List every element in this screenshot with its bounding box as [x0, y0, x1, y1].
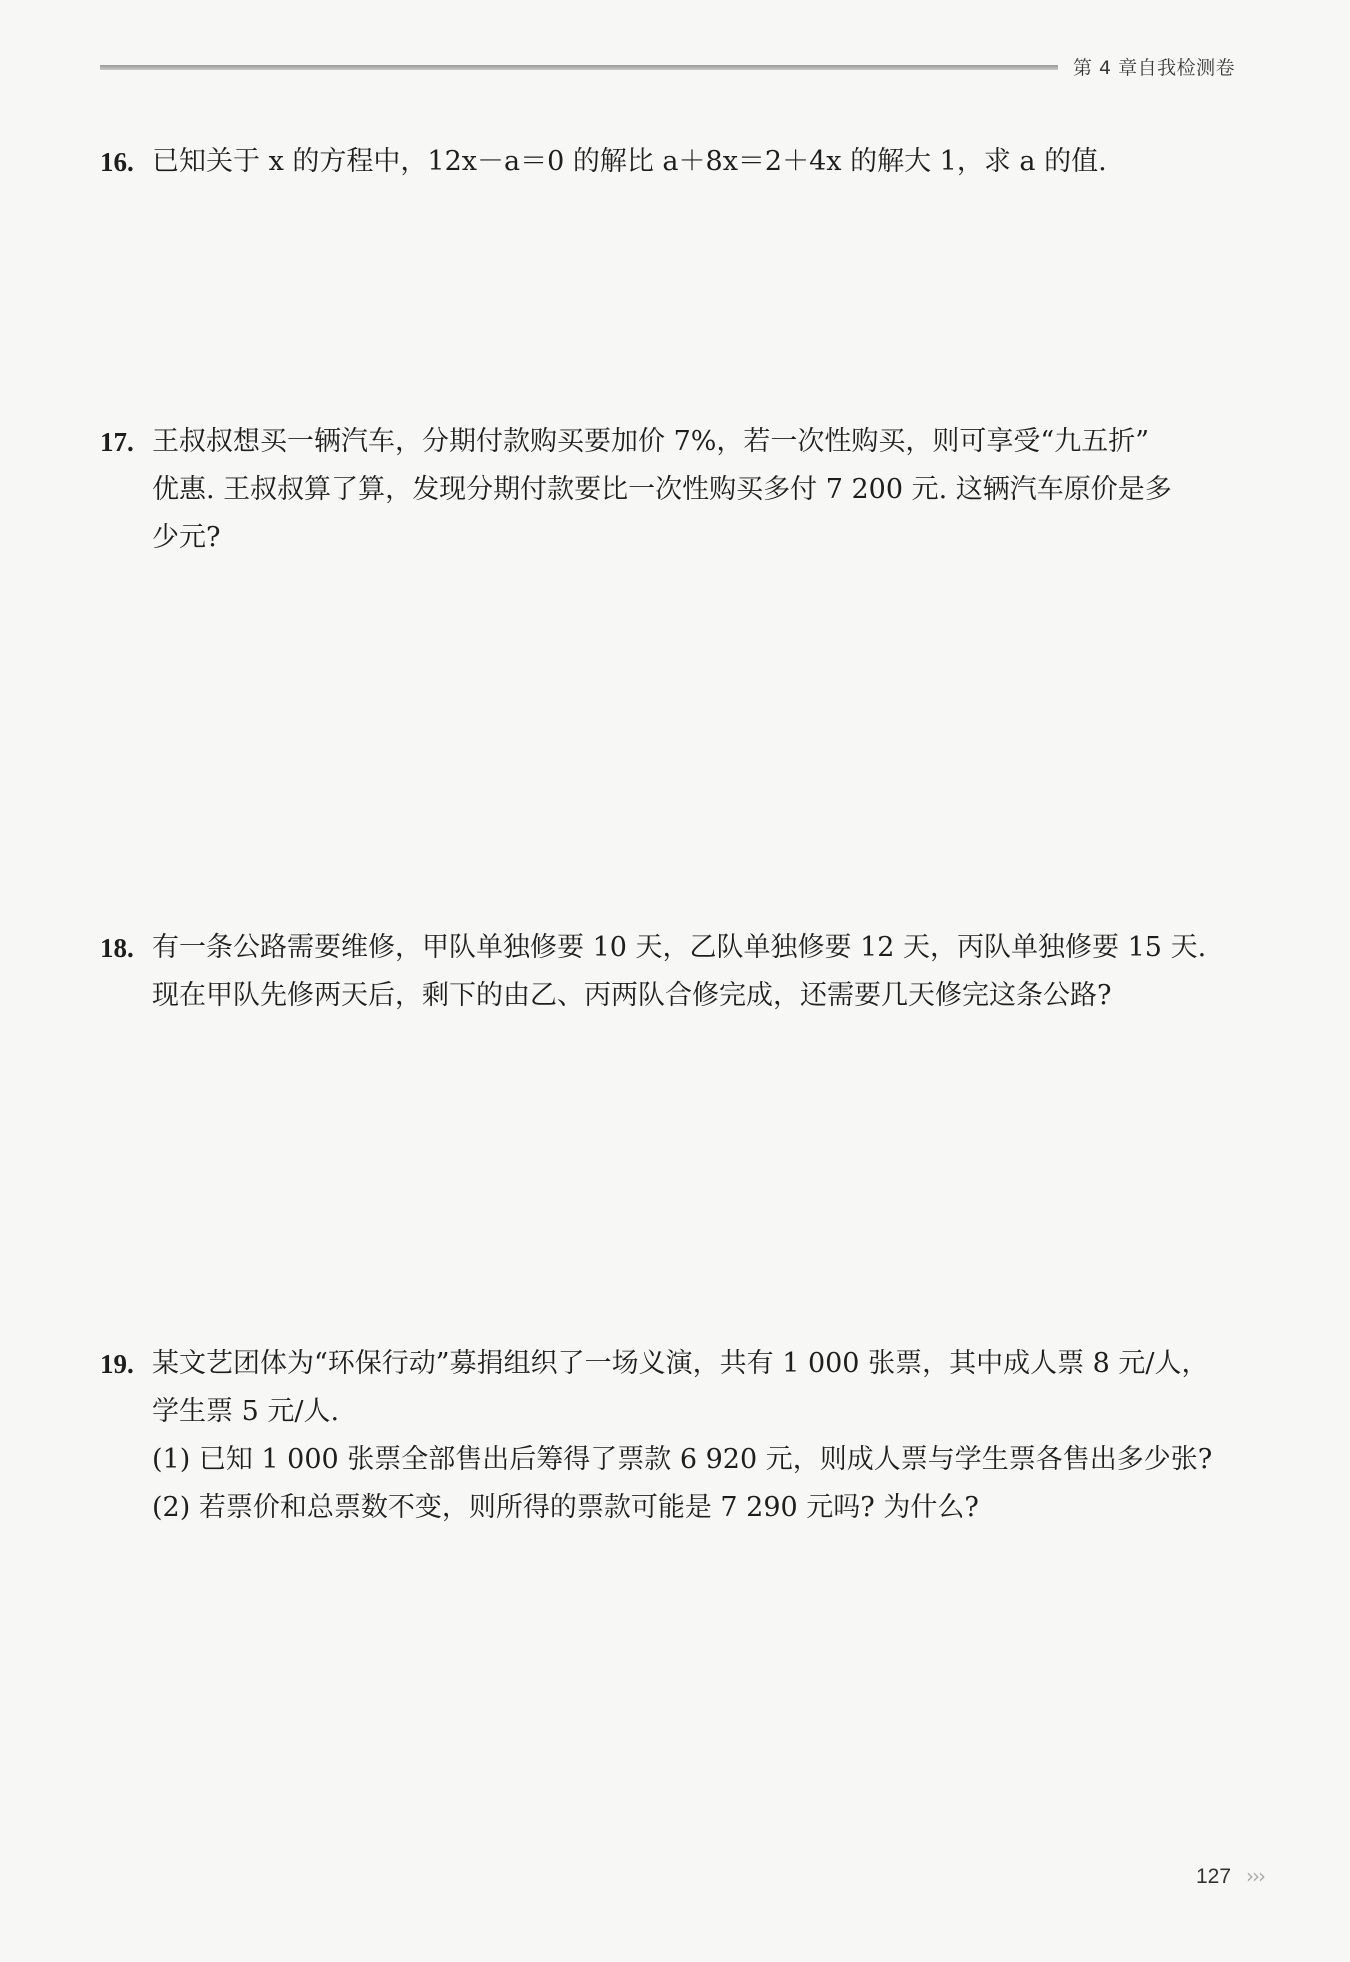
problem-number: 19.: [100, 1349, 134, 1379]
problem-number: 18.: [100, 933, 134, 963]
page-number: 127: [1196, 1865, 1232, 1888]
problem-16: [100, 138, 1240, 186]
problem-text-line: 已知关于 x 的方程中，12x－a＝0 的解比 a＋8x＝2＋4x 的解大 1，求 a 的值.: [152, 146, 1107, 177]
problem-text-line: 现在甲队先修两天后，剩下的由乙、丙两队合修完成，还需要几天修完这条公路?: [152, 980, 1112, 1011]
problem-text-line: 学生票 5 元/人.: [152, 1396, 340, 1427]
subquestion-1: (1) 已知 1 000 张票全部售出后筹得了票款 6 920 元，则成人票与学生票各售出多少张?: [152, 1444, 1213, 1475]
problem-text-line: 某文艺团体为“环保行动”募捐组织了一场义演，共有 1 000 张票，其中成人票 8 元/人，: [152, 1348, 1209, 1379]
problem-text-line: 优惠. 王叔叔算了算，发现分期付款要比一次性购买多付 7 200 元. 这辆汽车原价是多: [152, 474, 1172, 505]
next-page-arrows-icon: ›››: [1246, 1864, 1264, 1888]
problem-18: [100, 924, 1240, 1020]
problem-text-line: 少元?: [152, 522, 221, 553]
problem-17: [100, 418, 1240, 562]
problem-number: 16.: [100, 147, 134, 177]
header-rule: [100, 65, 1058, 70]
problem-text-line: 王叔叔想买一辆汽车，分期付款购买要加价 7%，若一次性购买，则可享受“九五折”: [152, 426, 1150, 457]
problem-19: [100, 1340, 1240, 1532]
problem-number: 17.: [100, 427, 134, 457]
subquestion-2: (2) 若票价和总票数不变，则所得的票款可能是 7 290 元吗? 为什么?: [152, 1492, 979, 1523]
section-title: 第 4 章自我检测卷: [1073, 57, 1236, 79]
problem-text-line: 有一条公路需要维修，甲队单独修要 10 天，乙队单独修要 12 天，丙队单独修要 15 天.: [152, 932, 1207, 963]
